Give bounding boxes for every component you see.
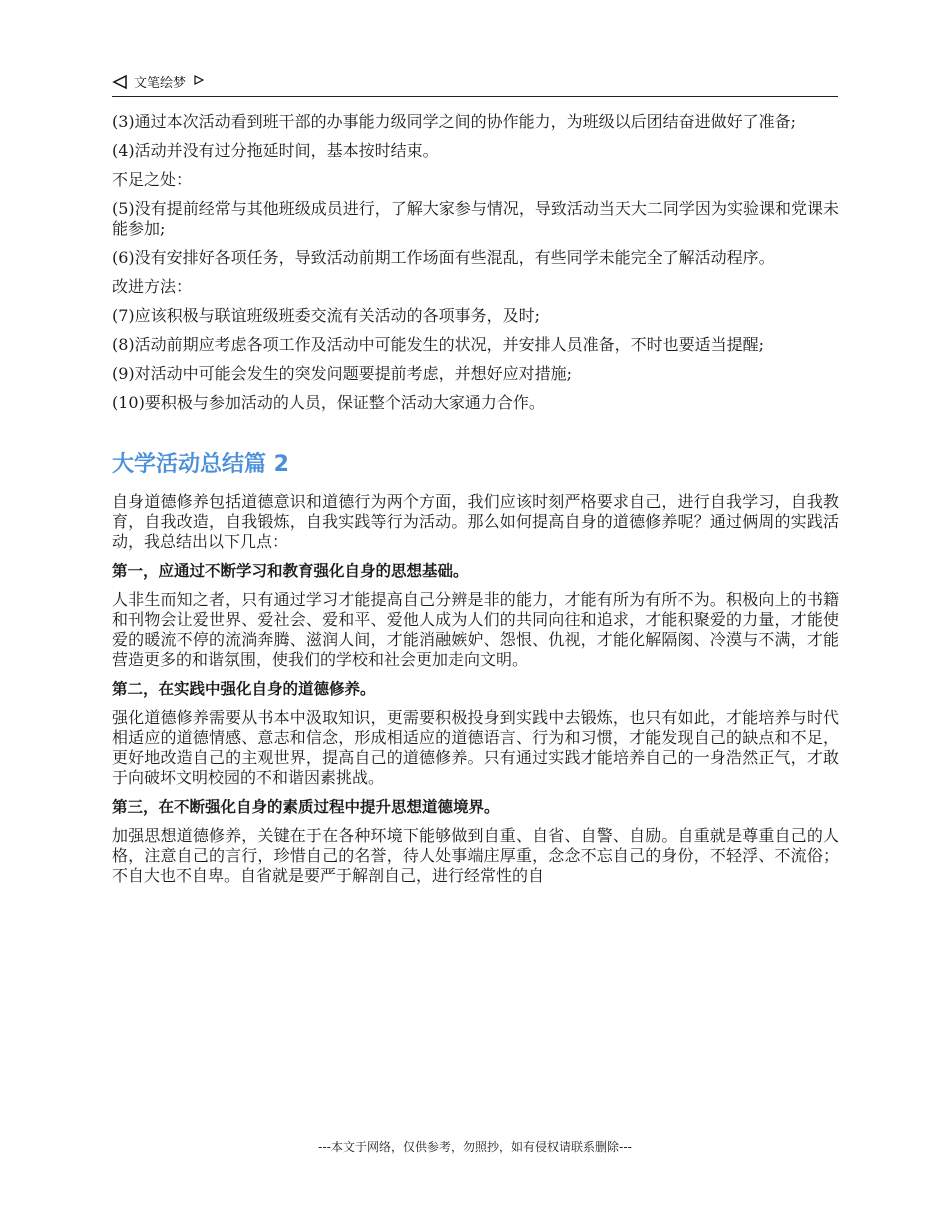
paragraph: (4)活动并没有过分拖延时间，基本按时结束。 xyxy=(112,141,439,160)
paragraph: 改进方法： xyxy=(112,277,193,296)
paragraph: (8)活动前期应考虑各项工作及活动中可能发生的状况，并安排人员准备，不时也要适当提醒; xyxy=(112,335,765,354)
footer-notice: ---本文于网络，仅供参考，勿照抄，如有侵权请联系删除--- xyxy=(318,1140,632,1154)
triangle-right-icon xyxy=(194,74,204,84)
paragraph: (10)要积极与参加活动的人员，保证整个活动大家通力合作。 xyxy=(112,393,545,412)
paragraph: (9)对活动中可能会发生的突发问题要提前考虑，并想好应对措施; xyxy=(112,364,573,383)
paragraph: 人非生而知之者，只有通过学习才能提高自己分辨是非的能力，才能有所为有所不为。积极向上的书籍和刊物会让爱世界、爱社会、爱和平、爱他人成为人们的共同向往和追求，才能积聚爱的力量，才能使爱的暖流不停的流淌奔腾、滋润人间，才能消融嫉妒、怨恨、仇视，才能化解隔阂、冷漠与不满，才能营造更多的和谐氛围，使我们的学校和社会更加走向文明。 xyxy=(112,590,839,669)
paragraph: (3)通过本次活动看到班干部的办事能力级同学之间的协作能力，为班级以后团结奋进做好了准备; xyxy=(112,112,797,131)
paragraph: 自身道德修养包括道德意识和道德行为两个方面，我们应该时刻严格要求自己，进行自我学习，自我教育，自我改造，自我锻炼，自我实践等行为活动。那么如何提高自身的道德修养呢？通过俩周的实践活动，我总结出以下几点： xyxy=(112,492,839,551)
paragraph: (7)应该积极与联谊班级班委交流有关活动的各项事务，及时; xyxy=(112,306,541,325)
section-heading: 大学活动总结篇 2 xyxy=(112,452,289,477)
brand-name: 文笔绘梦 xyxy=(134,76,187,91)
brand xyxy=(112,72,204,91)
paragraph: (5)没有提前经常与其他班级成员进行，了解大家参与情况，导致活动当天大二同学因为实验课和党课未能参加; xyxy=(112,199,839,238)
point-heading: 第二，在实践中强化自身的道德修养。 xyxy=(112,680,376,698)
page-header xyxy=(112,70,838,97)
document-body xyxy=(112,112,839,895)
point-heading: 第一，应通过不断学习和教育强化自身的思想基础。 xyxy=(112,562,469,580)
point-heading: 第三，在不断强化自身的素质过程中提升思想道德境界。 xyxy=(112,798,500,816)
paragraph: 强化道德修养需要从书本中汲取知识，更需要积极投身到实践中去锻炼，也只有如此，才能培养与时代相适应的道德情感、意志和信念，形成相适应的道德语言、行为和习惯，才能发现自己的缺点和不足，更好地改造自己的主观世界，提高自己的道德修养。只有通过实践才能培养自己的一身浩然正气，才敢于向破坏文明校园的不和谐因素挑战。 xyxy=(112,708,839,787)
paragraph: (6)没有安排好各项任务，导致活动前期工作场面有些混乱，有些同学未能完全了解活动程序。 xyxy=(112,248,775,267)
triangle-left-icon xyxy=(112,74,128,90)
paragraph: 加强思想道德修养，关键在于在各种环境下能够做到自重、自省、自警、自励。自重就是尊重自己的人格，注意自己的言行，珍惜自己的名誉，待人处事端庄厚重，念念不忘自己的身份，不轻浮、不流俗；不自大也不自卑。自省就是要严于解剖自己，进行经常性的自 xyxy=(112,826,839,885)
paragraph: 不足之处： xyxy=(112,170,193,189)
